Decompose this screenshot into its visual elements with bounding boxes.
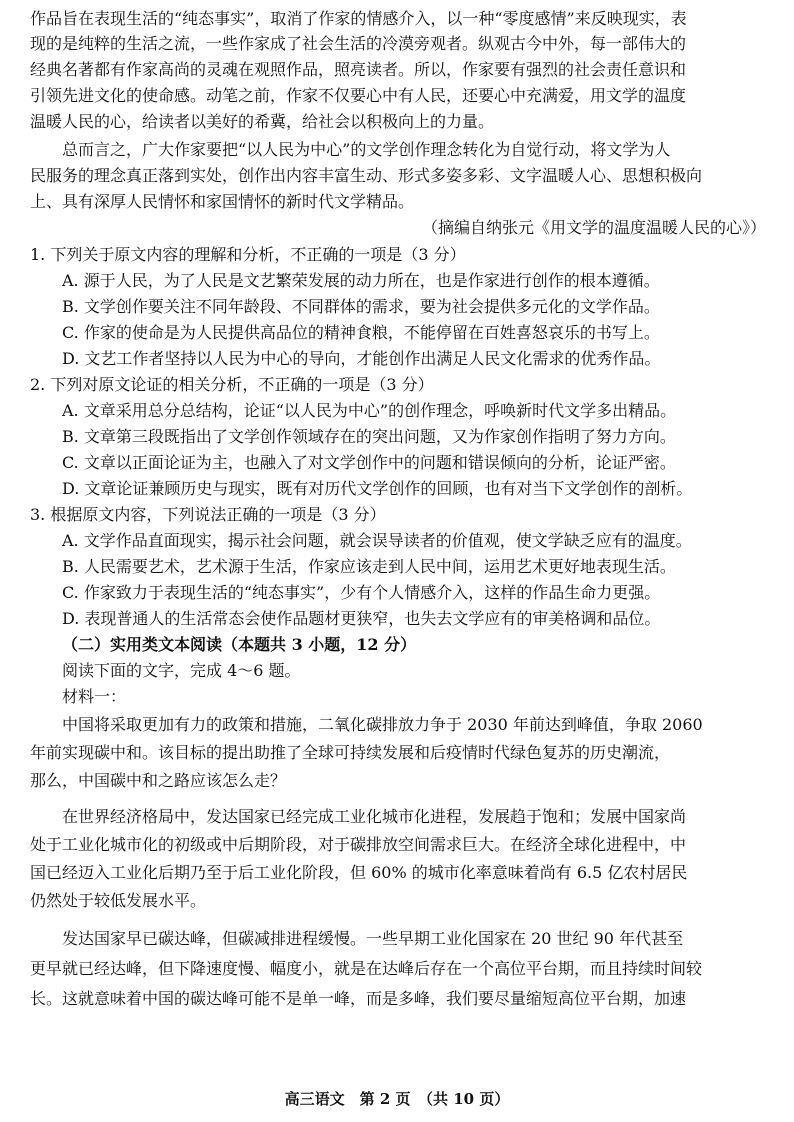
passage-source: （摘编自纳张元《用文学的温度温暖人民的心》） [421,218,766,237]
question-2-option-a: A. 文章采用总分总结构，论证“以人民为中心”的创作理念，呼唤新时代文学多出精品。 [62,401,677,420]
question-3-option-c: C. 作家致力于表现生活的“纯态事实”，少有个人情感介入，这样的作品生命力更强。 [62,583,661,602]
material-line: 处于工业化城市化的初级或中后期阶段，对于碳排放空间需求巨大。在经济全球化进程中，中 [30,835,687,854]
material-line: 发达国家早已碳达峰，但碳减排进程缓慢。一些早期工业化国家在 20 世纪 90 年代甚至 [62,929,684,948]
material-line: 在世界经济格局中，发达国家已经完成工业化城市化进程，发展趋于饱和；发展中国家尚 [62,807,687,826]
question-3-option-a: A. 文学作品直面现实，揭示社会问题，就会误导读者的价值观，使文学缺乏应有的温度。 [62,531,692,550]
question-2-option-d: D. 文章论证兼顾历史与现实，既有对历代文学创作的回顾，也有对当下文学创作的剖析。 [62,479,693,498]
question-2-stem: 2. 下列对原文论证的相关分析，不正确的一项是（3 分） [30,375,434,394]
passage-line: 现的是纯粹的生活之流，一些作家成了社会生活的冷漠旁观者。纵观古今中外，每一部伟大的 [30,34,687,53]
question-1-option-d: D. 文艺工作者坚持以人民为中心的导向，才能创作出满足人民文化需求的优秀作品。 [62,349,661,368]
question-2-option-b: B. 文章第三段既指出了文学创作领域存在的突出问题，又为作家创作指明了努力方向。 [62,427,676,446]
page-footer: 高三语文 第 2 页 （共 10 页） [284,1090,510,1108]
question-3-stem: 3. 根据原文内容，下列说法正确的一项是（3 分） [30,505,386,524]
passage-line: 引领先进文化的使命感。动笔之前，作家不仅要心中有人民，还要心中充满爱，用文学的温度 [30,86,687,105]
section-heading: （二）实用类文本阅读（本题共 3 小题，12 分） [62,635,417,654]
material-line: 国已经迈入工业化后期乃至于后工业化阶段，但 60% 的城市化率意味着尚有 6.5 亿农村居民 [30,863,688,882]
material-label: 材料一： [62,687,127,706]
question-3-option-b: B. 人民需要艺术，艺术源于生活，作家应该走到人民中间，运用艺术更好地表现生活。 [62,557,676,576]
material-line: 年前实现碳中和。该目标的提出助推了全球可持续发展和后疫情时代绿色复苏的历史潮流， [30,743,671,762]
material-line: 仍然处于较低发展水平。 [30,891,207,910]
question-2-option-c: C. 文章以正面论证为主，也融入了对文学创作中的问题和错误倾向的分析，论证严密。 [62,453,676,472]
passage-line: 经典名著都有作家高尚的灵魂在观照作品，照亮读者。所以，作家要有强烈的社会责任意识和 [30,60,687,79]
material-line: 中国将采取更加有力的政策和措施，二氧化碳排放力争于 2030 年前达到峰值，争取 2060 [62,715,703,734]
question-1-option-c: C. 作家的使命是为人民提供高品位的精神食粮，不能停留在百姓喜怒哀乐的书写上。 [62,323,660,342]
question-1-option-b: B. 文学创作要关注不同年龄段、不同群体的需求，要为社会提供多元化的文学作品。 [62,297,660,316]
conclusion-line: 总而言之，广大作家要把“以人民为中心”的文学创作理念转化为自觉行动，将文学为人 [62,140,671,159]
material-line: 长。这就意味着中国的碳达峰可能不是单一峰，而是多峰，我们要尽量缩短高位平台期，加速 [30,989,687,1008]
material-line: 更早就已经达峰，但下降速度慢、幅度小，就是在达峰后存在一个高位平台期，而且持续时间较 [30,959,703,978]
passage-line: 作品旨在表现生活的“纯态事实”，取消了作家的情感介入，以一种“零度感情”来反映现实，表 [30,9,687,28]
question-3-option-d: D. 表现普通人的生活常态会使作品题材更狭窄，也失去文学应有的审美格调和品位。 [62,609,661,628]
conclusion-line: 上、具有深厚人民情怀和家国情怀的新时代文学精品。 [30,192,415,211]
question-1-option-a: A. 源于人民，为了人民是文艺繁荣发展的动力所在，也是作家进行创作的根本遵循。 [62,271,660,290]
section-instruction: 阅读下面的文字，完成 4～6 题。 [62,661,301,680]
question-1-stem: 1. 下列关于原文内容的理解和分析，不正确的一项是（3 分） [30,245,466,264]
material-line: 那么，中国碳中和之路应该怎么走？ [30,771,287,790]
passage-line: 温暖人民的心，给读者以美好的希冀，给社会以积极向上的力量。 [30,112,495,131]
conclusion-line: 民服务的理念真正落到实处，创作出内容丰富生动、形式多姿多彩、文字温暖人心、思想积极向 [30,166,703,185]
